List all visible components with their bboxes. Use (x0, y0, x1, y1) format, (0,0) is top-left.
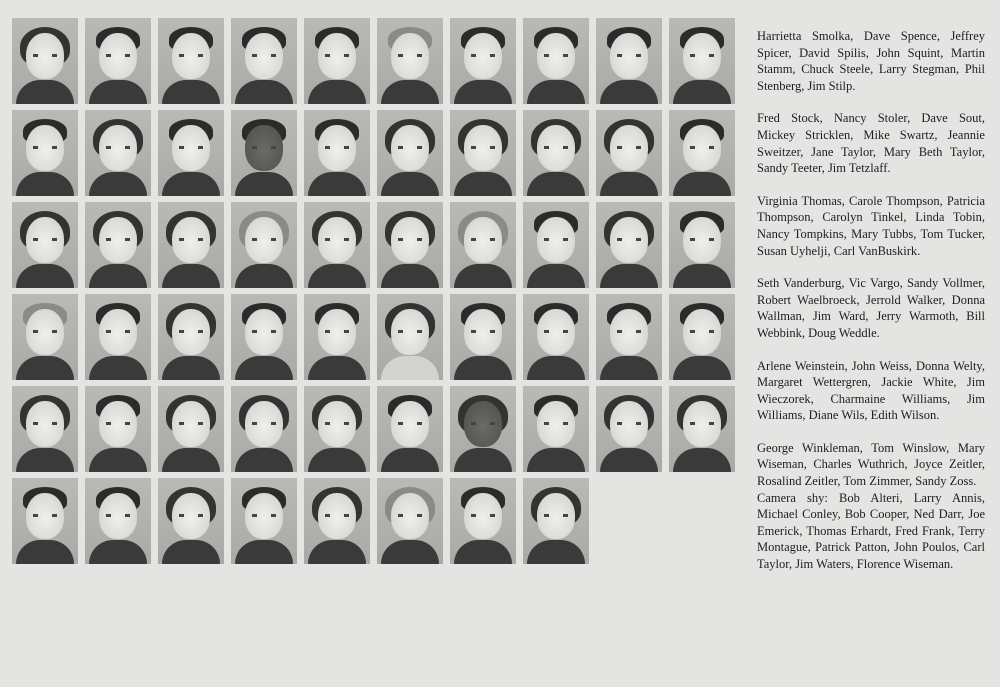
student-portrait (450, 202, 516, 288)
student-portrait (596, 110, 662, 196)
student-portrait (304, 110, 370, 196)
student-portrait (596, 386, 662, 472)
student-portrait (158, 294, 224, 380)
student-portrait (12, 202, 78, 288)
student-portrait (450, 386, 516, 472)
student-portrait (231, 18, 297, 104)
student-portrait (377, 110, 443, 196)
student-portrait (85, 18, 151, 104)
student-portrait (523, 386, 589, 472)
student-portrait (669, 110, 735, 196)
student-portrait (669, 18, 735, 104)
student-portrait (450, 110, 516, 196)
student-portrait (596, 202, 662, 288)
student-portrait (450, 294, 516, 380)
student-portrait (158, 18, 224, 104)
student-portrait (85, 294, 151, 380)
student-portrait (523, 18, 589, 104)
student-portrait (669, 202, 735, 288)
student-portrait (377, 478, 443, 564)
student-portrait (377, 294, 443, 380)
student-portrait (85, 202, 151, 288)
student-portrait (12, 294, 78, 380)
caption-row-3: Virginia Thomas, Carole Thompson, Patricia Thompson, Carolyn Tinkel, Linda Tobin, Nancy Tompkins, Mary Tubbs, Tom Tucker, Susan Uyhelji, Carl VanBuskirk. (757, 193, 985, 258)
student-portrait (12, 386, 78, 472)
student-portrait (158, 478, 224, 564)
student-portrait (12, 18, 78, 104)
caption-row-6: George Winkleman, Tom Winslow, Mary Wiseman, Charles Wuthrich, Joyce Zeitler, Rosalind Zeitler, Tom Zimmer, Sandy Zoss. (757, 440, 985, 489)
student-portrait (596, 18, 662, 104)
student-portrait (231, 294, 297, 380)
student-portrait (596, 294, 662, 380)
student-portrait (669, 386, 735, 472)
student-portrait (304, 202, 370, 288)
student-portrait (231, 478, 297, 564)
student-portrait (523, 478, 589, 564)
portrait-grid (12, 18, 735, 564)
student-portrait (158, 110, 224, 196)
student-portrait (523, 294, 589, 380)
caption-row-1: Harrietta Smolka, Dave Spence, Jeffrey Spicer, David Spilis, John Squint, Martin Stamm, Chuck Steele, Larry Stegman, Phil Stenberg, Jim Stilp. (757, 29, 985, 93)
student-portrait (85, 478, 151, 564)
caption-row-5: Arlene Weinstein, John Weiss, Donna Welty, Margaret Wettergren, Jackie White, Jim Wieczorek, Charmaine Williams, Jim Williams, Diane Wils, Edith Wilson. (757, 358, 985, 423)
student-portrait (304, 18, 370, 104)
caption-row-4: Seth Vanderburg, Vic Vargo, Sandy Vollmer, Robert Waelbroeck, Jerrold Walker, Donna Wallman, Jim Ward, Jerry Warmoth, Bill Webbink, Doug Weddle. (757, 276, 985, 340)
student-portrait (669, 294, 735, 380)
student-portrait (377, 18, 443, 104)
student-portrait (450, 18, 516, 104)
student-portrait (85, 110, 151, 196)
student-portrait (12, 478, 78, 564)
student-portrait (231, 202, 297, 288)
student-portrait (231, 386, 297, 472)
student-portrait (450, 478, 516, 564)
student-portrait (231, 110, 297, 196)
student-portrait (158, 386, 224, 472)
name-captions (757, 28, 985, 589)
student-portrait (377, 386, 443, 472)
student-portrait (12, 110, 78, 196)
student-portrait (304, 386, 370, 472)
camera-shy-list: Camera shy: Bob Alteri, Larry Annis, Michael Conley, Bob Cooper, Ned Darr, Joe Emerick, Thomas Erhardt, Fred Frank, Terry Montague, Patrick Patton, John Poulos, Carl Taylor, Jim Waters, Florence Wiseman. (757, 490, 985, 572)
student-portrait (85, 386, 151, 472)
student-portrait (158, 202, 224, 288)
student-portrait (523, 202, 589, 288)
caption-row-2: Fred Stock, Nancy Stoler, Dave Sout, Mickey Stricklen, Mike Swartz, Jeannie Sweitzer, Jane Taylor, Mary Beth Taylor, Sandy Teeter, Jim Tetzlaff. (757, 111, 985, 176)
student-portrait (304, 294, 370, 380)
student-portrait (523, 110, 589, 196)
student-portrait (304, 478, 370, 564)
student-portrait (377, 202, 443, 288)
